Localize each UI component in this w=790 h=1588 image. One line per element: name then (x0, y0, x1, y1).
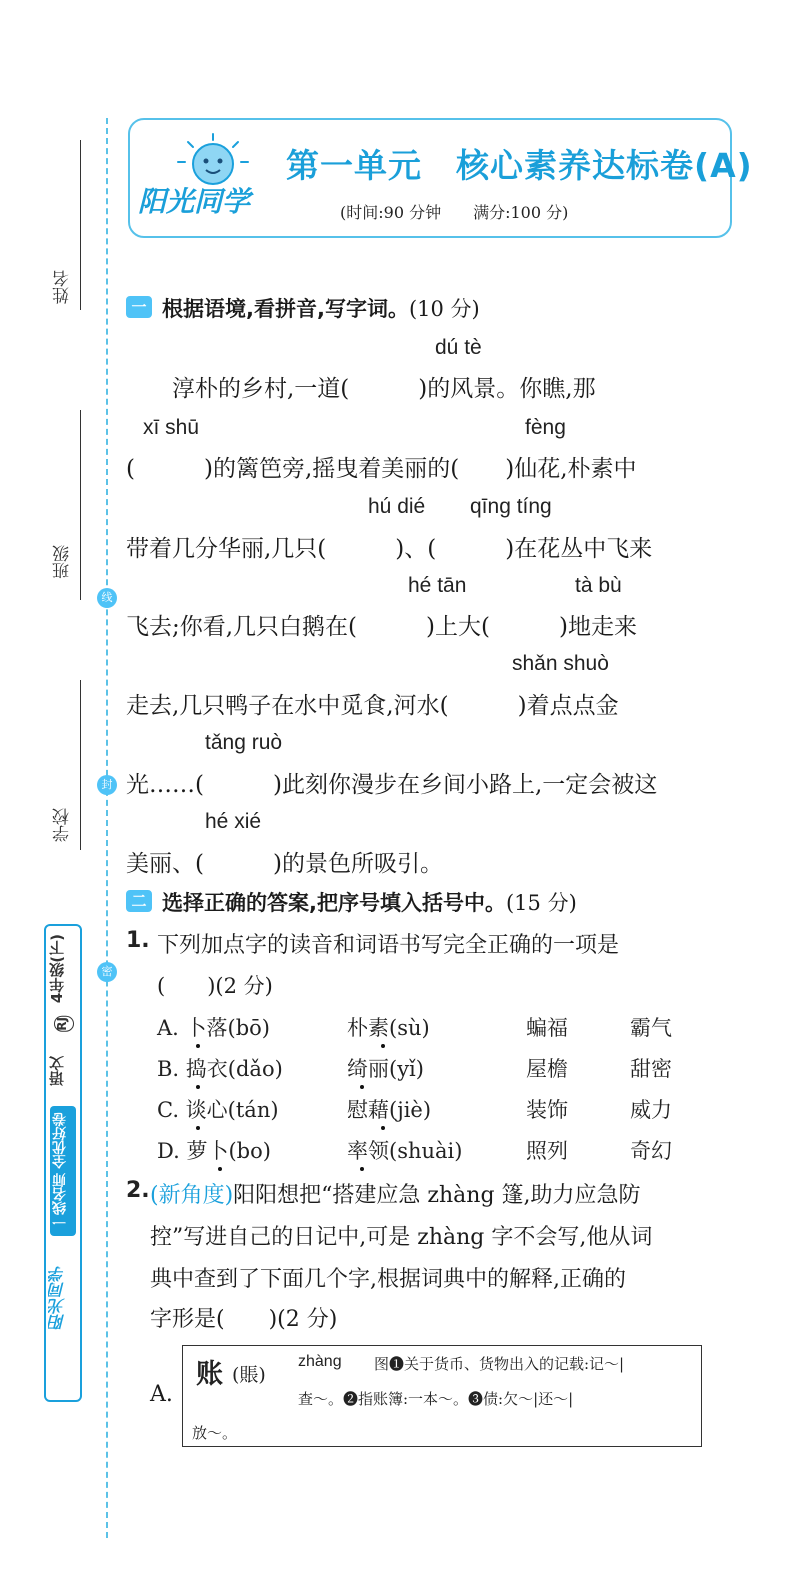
seal-xian: 线 (97, 588, 117, 608)
q2-option-a-label: A. (150, 1382, 173, 1407)
logo-text: 阳光同学 (138, 185, 251, 218)
pinyin-xi-shu: xī shū (143, 416, 200, 439)
seal-feng: 封 (97, 775, 117, 795)
emphasis-dot (381, 1044, 385, 1048)
q1-option-a-word3: 蝙福 (526, 1016, 568, 1040)
binding-dashed-line (106, 118, 108, 1538)
passage-line-2: ( )的篱笆旁,摇曳着美丽的( )仙花,朴素中 (126, 456, 637, 482)
q1-option-c: C. 谈心(tán) (157, 1098, 279, 1122)
emphasis-dot (360, 1085, 364, 1089)
q1-option-a-word2: 朴素(sù) (347, 1016, 430, 1040)
pinyin-he-tan: hé tān (408, 574, 467, 597)
spine-edition: RJ (54, 1016, 74, 1032)
q1-option-b-word3: 屋檐 (526, 1057, 568, 1081)
section2-heading (162, 887, 577, 917)
q1-number: 1. (126, 928, 150, 953)
q2-text-line3: 典中查到了下面几个字,根据词典中的解释,正确的 (150, 1267, 626, 1292)
q1-option-c-word4: 威力 (630, 1098, 672, 1122)
section1-score: (10 分) (408, 297, 480, 321)
q2-tag: (新角度) (150, 1183, 234, 1208)
pinyin-du-te: dú tè (435, 336, 482, 359)
page-subtitle: (时间:90 分钟 满分:100 分) (340, 203, 569, 222)
q2-text-line1: 阳阳想把“搭建应急 zhàng 篷,助力应急防 (233, 1183, 641, 1208)
name-underline (80, 140, 81, 310)
passage-line-4: 飞去;你看,几只白鹅在( )上大( )地走来 (126, 614, 637, 640)
school-label: 学校 (53, 808, 73, 842)
spine-subject: 语文 (48, 1056, 66, 1086)
q2-text-line2: 控”写进自己的日记中,可是 zhàng 字不会写,他从词 (150, 1225, 653, 1250)
q1-text-line1: 下列加点字的读音和词语书写完全正确的一项是 (157, 933, 620, 958)
name-label: 姓名 (53, 270, 73, 304)
passage-line-7: 美丽、( )的景色所吸引。 (126, 851, 443, 877)
dict-def-line1: 图❶关于货币、货物出入的记载:记～| (374, 1355, 625, 1373)
class-label: 班级 (53, 545, 73, 579)
dict-trad-char: (賬) (232, 1364, 266, 1386)
emphasis-dot (218, 1167, 222, 1171)
section2-score: (15 分) (505, 891, 577, 915)
dict-char: 账 (196, 1359, 223, 1390)
dict-pinyin: zhàng (298, 1353, 342, 1370)
spine-grade: 4年级(下) (48, 934, 66, 1004)
q1-option-d-word2: 率领(shuài) (347, 1139, 463, 1163)
emphasis-dot (360, 1167, 364, 1171)
section1-heading (162, 293, 480, 323)
page-title: 第一单元 核心素养达标卷(A) (286, 146, 753, 185)
dict-def-line2: 查～。❷指账簿:一本～。❸债:欠～|还～| (298, 1390, 574, 1408)
class-underline (80, 410, 81, 600)
seal-mi: 密 (97, 962, 117, 982)
q1-option-a-word4: 霸气 (630, 1016, 672, 1040)
q1-option-c-word3: 装饰 (526, 1098, 568, 1122)
q1-option-a: A. 卜落(bō) (157, 1016, 270, 1040)
q1-option-d: D. 萝卜(bo) (157, 1139, 271, 1163)
pinyin-qing-ting: qīng tíng (470, 495, 552, 518)
passage-line-6: 光……( )此刻你漫步在乡间小路上,一定会被这 (126, 772, 658, 798)
q1-text-line2: ( )(2 分) (157, 974, 273, 998)
spine-badge (44, 924, 82, 1402)
pinyin-hu-die: hú dié (368, 495, 426, 518)
spine-brand: 阳光同学 (48, 1266, 67, 1330)
q1-option-d-word3: 照列 (526, 1139, 568, 1163)
q1-option-b: B. 捣衣(dǎo) (157, 1057, 283, 1081)
pinyin-shan-shuo: shǎn shuò (512, 652, 609, 675)
pinyin-tang-ruo: tǎng ruò (205, 731, 283, 754)
pinyin-feng: fèng (525, 416, 566, 439)
emphasis-dot (196, 1044, 200, 1048)
q1-option-b-word4: 甜密 (630, 1057, 672, 1081)
spine-series: 一线名师 全优好卷 (50, 1106, 76, 1236)
dict-def-line3: 放～。 (192, 1424, 238, 1442)
q1-option-b-word2: 绮丽(yǐ) (347, 1057, 424, 1081)
section2-badge: 二 (126, 890, 152, 912)
school-underline (80, 680, 81, 850)
passage-line-1: 淳朴的乡村,一道( )的风景。你瞧,那 (126, 376, 596, 402)
section1-title: 根据语境,看拼音,写字词。 (162, 297, 409, 321)
q1-option-c-word2: 慰藉(jiè) (347, 1098, 432, 1122)
q2-number: 2. (126, 1178, 150, 1203)
emphasis-dot (381, 1126, 385, 1130)
pinyin-ta-bu: tà bù (575, 574, 622, 597)
q2-text-line1-wrap (150, 1178, 641, 1209)
section2-title: 选择正确的答案,把序号填入括号中。 (162, 891, 506, 915)
passage-line-5: 走去,几只鸭子在水中觅食,河水( )着点点金 (126, 693, 619, 719)
q2-text-line4: 字形是( )(2 分) (150, 1307, 338, 1332)
section1-badge: 一 (126, 296, 152, 318)
emphasis-dot (196, 1126, 200, 1130)
q1-option-d-word4: 奇幻 (630, 1139, 672, 1163)
passage-line-3: 带着几分华丽,几只( )、( )在花丛中飞来 (126, 536, 653, 562)
pinyin-he-xie: hé xié (205, 810, 262, 833)
emphasis-dot (196, 1085, 200, 1089)
